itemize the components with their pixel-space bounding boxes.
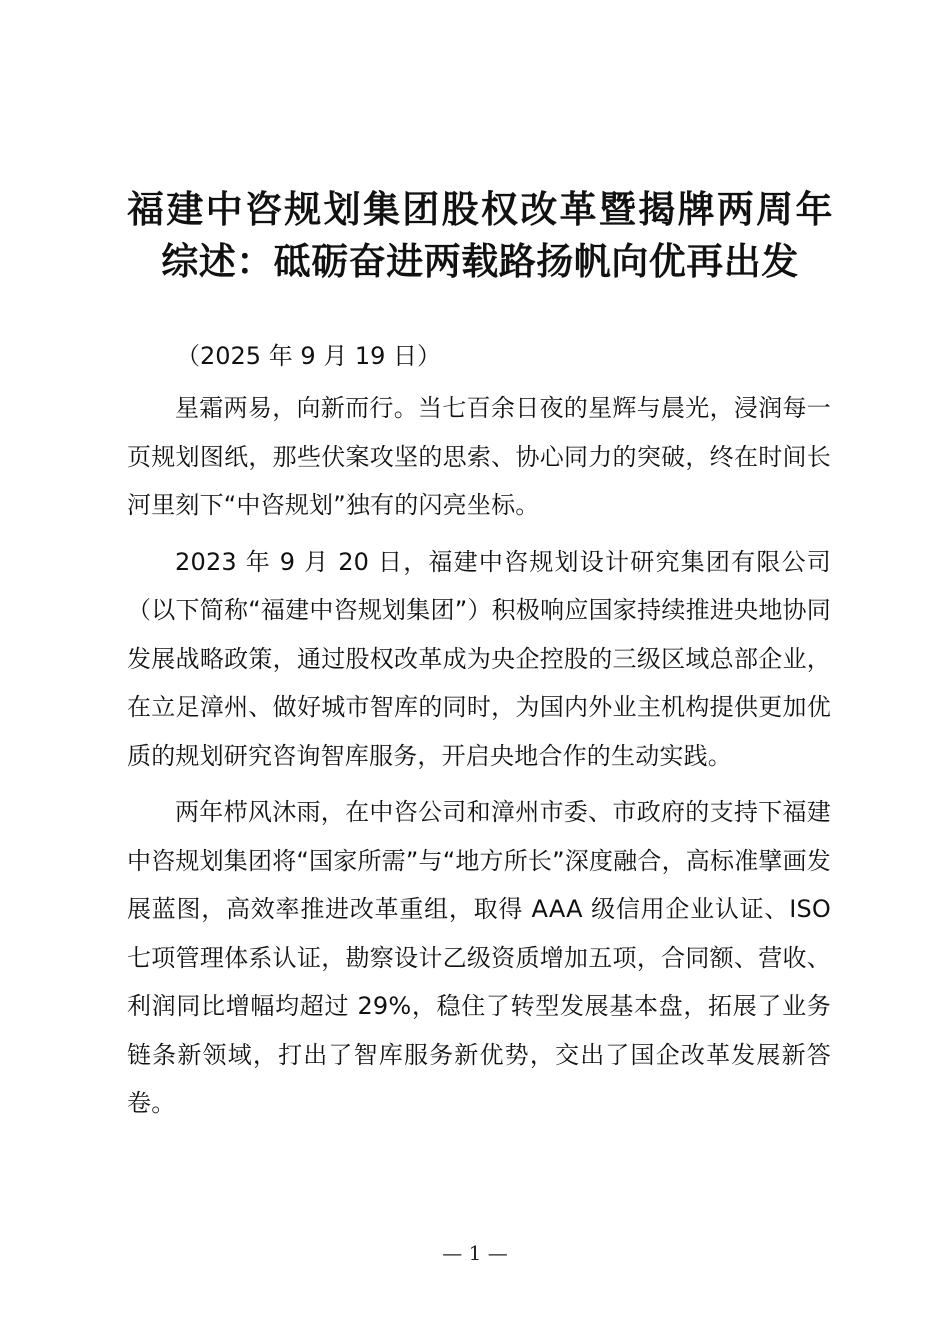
paragraph-2: 2023 年 9 月 20 日，福建中咨规划设计研究集团有限公司（以下简称“福建中咨规划集团”）积极响应国家持续推进央地协同发展战略政策，通过股权改革成为央企控股的三级区域总部企业，在立足漳州、做好城市智库的同时，为国内外业主机构提供更加优质的规划研究咨询智库服务，开启央地合作的生动实践。 xyxy=(127,547,831,770)
document-date: （2025 年 9 月 19 日） xyxy=(176,342,442,370)
paragraph-1: 星霜两易，向新而行。当七百余日夜的星辉与晨光，浸润每一页规划图纸，那些伏案攻坚的思索、协心同力的突破，终在时间长河里刻下“中咨规划”独有的闪亮坐标。 xyxy=(127,394,831,519)
paragraph-3: 两年栉风沐雨，在中咨公司和漳州市委、市政府的支持下福建中咨规划集团将“国家所需”与“地方所长”深度融合，高标准擘画发展蓝图，高效率推进改革重组，取得 AAA 级信用企业认证、ISO 七项管理体系认证，勘察设计乙级资质增加五项，合同额、营收、利润同比增幅均超过 29%，稳住了转型发展基本盘，拓展了业务链条新领域，打出了智库服务新优势，交出了国企改革发展新答卷。 xyxy=(127,798,831,1117)
document-title: 福建中咨规划集团股权改革暨揭牌两周年综述：砥砺奋进两载路扬帆向优再出发 xyxy=(127,188,833,283)
document-body xyxy=(127,384,831,1136)
page-number: — 1 — xyxy=(442,1241,508,1265)
